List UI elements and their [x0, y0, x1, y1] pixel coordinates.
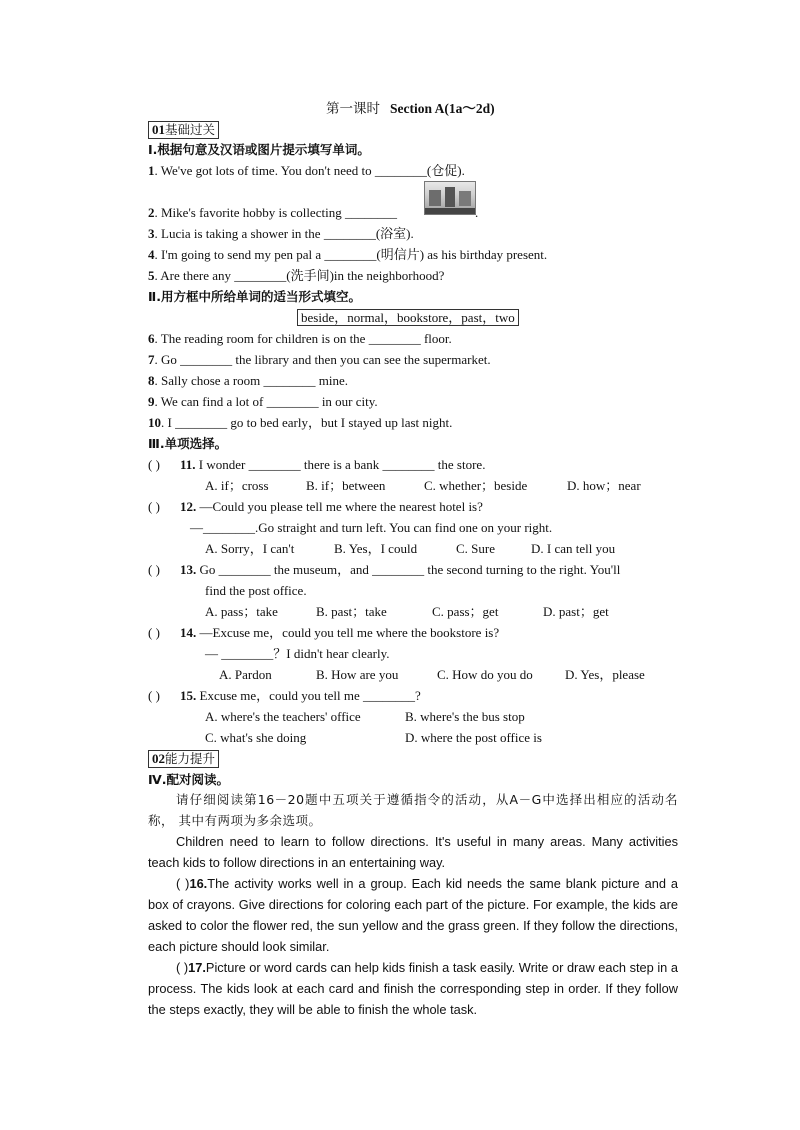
- question-text: . Lucia is taking a shower in the ________(浴室).: [154, 226, 414, 241]
- question-text: . Sally chose a room ________ mine.: [154, 373, 349, 388]
- question-text: Picture or word cards can help kids finish a task easily. Write or draw each step in a process. The kids look at each card and finish the corresponding step in order. If they follow the steps exactly, they will be able to finish the whole task.: [148, 960, 678, 1017]
- question-1: [148, 162, 465, 180]
- lesson-label: 第一课时: [326, 101, 380, 116]
- part-label: 基础过关: [165, 122, 216, 137]
- question-number: 14.: [180, 625, 197, 640]
- question-17: [148, 957, 678, 1020]
- section-ii-heading: Ⅱ.用方框中所给单词的适当形式填空。: [148, 289, 361, 304]
- question-number: 7: [148, 352, 155, 367]
- answer-bracket: ( ): [176, 876, 190, 891]
- section-iii-heading: Ⅲ.单项选择。: [148, 436, 228, 451]
- question-14-reply: — ________？I didn't hear clearly.: [205, 646, 390, 661]
- question-12-reply: —________.Go straight and turn left. You can find one on your right.: [190, 520, 553, 535]
- question-text: . I'm going to send my pen pal a ________(明信片) as his birthday present.: [154, 247, 548, 262]
- question-number: 12.: [180, 499, 197, 514]
- part-label: 能力提升: [165, 751, 216, 766]
- question-text: . Mike's favorite hobby is collecting ________: [154, 205, 397, 220]
- page-title: [326, 100, 495, 118]
- question-14: [180, 624, 499, 642]
- question-7: [148, 351, 491, 369]
- option-b: B. if；between: [306, 478, 386, 493]
- question-8: [148, 372, 348, 390]
- answer-bracket: ( ): [148, 562, 160, 577]
- option-b: B. How are you: [316, 667, 399, 682]
- question-number: 17.: [188, 960, 206, 975]
- option-c: C. what's she doing: [205, 730, 307, 745]
- question-text: . I ________ go to bed early，but I stayed up last night.: [161, 415, 453, 430]
- question-11: [180, 456, 485, 474]
- question-text: . We can find a lot of ________ in our city.: [154, 394, 378, 409]
- stamps-picture: [424, 181, 476, 215]
- option-d: D. where the post office is: [405, 730, 542, 745]
- option-c: C. whether；beside: [424, 478, 528, 493]
- question-3: [148, 225, 414, 243]
- question-10: [148, 414, 452, 432]
- question-2: [148, 204, 397, 222]
- answer-bracket: ( ): [148, 625, 160, 640]
- option-c: C. Sure: [456, 541, 495, 556]
- question-4: [148, 246, 547, 264]
- question-number: 5: [148, 268, 155, 283]
- question-6: [148, 330, 452, 348]
- option-a: A. if；cross: [205, 478, 269, 493]
- answer-bracket: ( ): [148, 457, 160, 472]
- question-15: [180, 687, 421, 705]
- option-d: D. past；get: [543, 604, 609, 619]
- word-box-list: beside，normal，bookstore，past，two: [297, 309, 519, 326]
- word-box: [297, 309, 519, 327]
- answer-bracket: ( ): [176, 960, 189, 975]
- answer-bracket: ( ): [148, 499, 160, 514]
- question-text: —Excuse me，could you tell me where the bookstore is?: [199, 625, 500, 640]
- section-label: Section A(1a～2d): [390, 101, 495, 116]
- question-text: . We've got lots of time. You don't need to ________(仓促).: [154, 163, 465, 178]
- part-number: 02: [152, 751, 165, 766]
- question-16: [148, 873, 678, 957]
- question-text: The activity works well in a group. Each kid needs the same blank picture and a box of crayons. Give directions for coloring each part of the picture. For example, the kids are asked to color the flower red, the sun yellow and the grass green. If they follow the directions, each picture should look similar.: [148, 876, 678, 954]
- answer-bracket: ( ): [148, 688, 160, 703]
- question-number: 10: [148, 415, 161, 430]
- section-i-heading: Ⅰ.根据句意及汉语或图片提示填写单词。: [148, 142, 370, 157]
- question-text: —Could you please tell me where the nearest hotel is?: [199, 499, 483, 514]
- question-text: Excuse me，could you tell me ________?: [199, 688, 421, 703]
- option-a: A. pass；take: [205, 604, 278, 619]
- option-b: B. where's the bus stop: [405, 709, 525, 724]
- question-text: I wonder ________ there is a bank ________ the store.: [198, 457, 486, 472]
- question-text: . The reading room for children is on the ________ floor.: [154, 331, 452, 346]
- option-b: B. past；take: [316, 604, 387, 619]
- question-number: 11.: [180, 457, 196, 472]
- option-a: A. where's the teachers' office: [205, 709, 361, 724]
- question-number: 9: [148, 394, 155, 409]
- option-c: C. pass；get: [432, 604, 499, 619]
- part-basic-heading: [148, 121, 219, 139]
- section-iv-heading: Ⅳ.配对阅读。: [148, 772, 229, 787]
- question-13: [180, 561, 620, 579]
- option-a: A. Pardon: [219, 667, 272, 682]
- question-number: 16.: [189, 876, 208, 891]
- option-a: A. Sorry，I can't: [205, 541, 295, 556]
- question-text: . Are there any ________(洗手间)in the neighborhood?: [154, 268, 445, 283]
- instruction-paragraph: 请仔细阅读第16－20题中五项关于遵循指令的活动，从A－G中选择出相应的活动名称， 其中有两项为多余选项。: [148, 792, 678, 828]
- question-number: 6: [148, 331, 155, 346]
- intro-paragraph: Children need to learn to follow directions. It's useful in many areas. Many activities teach kids to follow directions in an entertaining way.: [148, 834, 678, 870]
- question-number: 1: [148, 163, 155, 178]
- question-text: Go ________ the museum，and ________ the second turning to the right. You'll: [199, 562, 621, 577]
- option-b: B. Yes，I could: [334, 541, 418, 556]
- question-2-end: .: [475, 205, 479, 220]
- part-ability-heading: [148, 750, 219, 768]
- question-number: 3: [148, 226, 155, 241]
- question-number: 8: [148, 373, 155, 388]
- question-number: 15.: [180, 688, 197, 703]
- question-13-cont: find the post office.: [205, 583, 307, 598]
- question-number: 4: [148, 247, 155, 262]
- option-d: D. Yes，please: [565, 667, 645, 682]
- question-number: 13.: [180, 562, 197, 577]
- question-9: [148, 393, 378, 411]
- question-number: 2: [148, 205, 155, 220]
- question-12: [180, 498, 483, 516]
- option-d: D. how；near: [567, 478, 641, 493]
- option-c: C. How do you do: [437, 667, 533, 682]
- option-d: D. I can tell you: [531, 541, 616, 556]
- part-number: 01: [152, 122, 165, 137]
- question-text: . Go ________ the library and then you can see the supermarket.: [154, 352, 491, 367]
- question-5: [148, 267, 444, 285]
